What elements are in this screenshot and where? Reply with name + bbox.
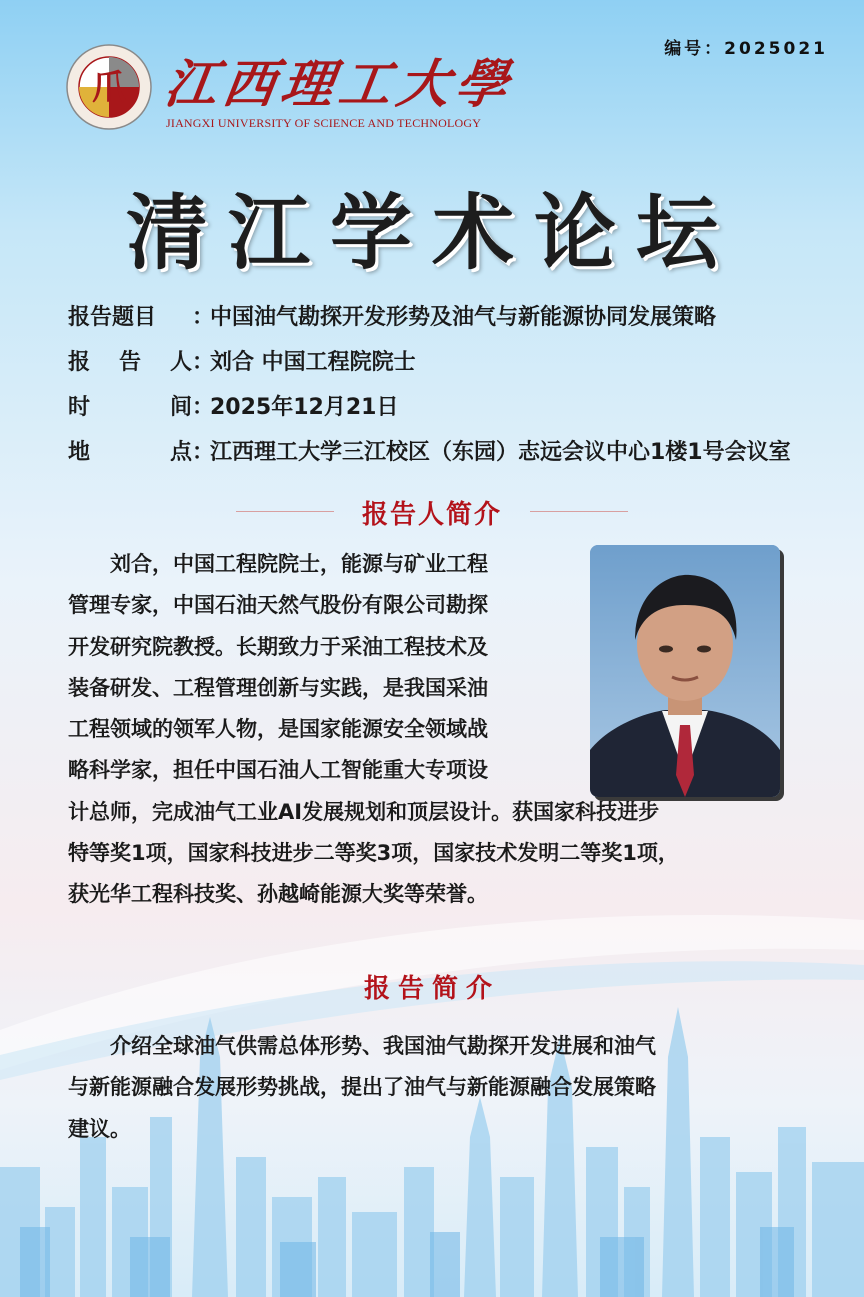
colon: ： (192, 350, 215, 375)
lecture-info (68, 300, 848, 480)
topic-label: 报告题目 (68, 305, 157, 330)
label-char: 时 (68, 395, 91, 420)
svg-text:爪: 爪 (92, 68, 126, 108)
report-intro-text (68, 1026, 656, 1150)
bio-line: 计总师，完成油气工业AI发展规划和顶层设计。获国家科技进步 (68, 799, 660, 824)
label-char: 间 (169, 395, 192, 420)
bio-line: 略科学家，担任中国石油人工智能重大专项设 (68, 758, 488, 783)
speaker-intro-heading: 报告人简介 (361, 500, 502, 530)
intro-line: 介绍全球油气供需总体形势、我国油气勘探开发进展和油气 (68, 1034, 656, 1058)
label-char: 地 (68, 440, 91, 465)
place-value: 江西理工大学三江校区（东园）志远会议中心1楼1号会议室 (210, 440, 791, 465)
label-char: 报 (68, 350, 91, 375)
bio-line: 获光华工程科技奖、孙越崎能源大奖等荣誉。 (68, 882, 488, 907)
label-char: 人 (169, 350, 192, 375)
time-row (68, 390, 848, 435)
bio-line: 刘合，中国工程院院士，能源与矿业工程 (68, 552, 488, 576)
time-label (68, 390, 192, 421)
colon: ： (192, 440, 215, 465)
bio-line: 装备研发、工程管理创新与实践，是我国采油 (68, 675, 488, 700)
intro-line: 与新能源融合发展形势挑战，提出了油气与新能源融合发展策略 (68, 1075, 656, 1100)
speaker-label (68, 345, 192, 376)
speaker-row (68, 345, 848, 390)
report-intro-heading: 报告简介 (363, 974, 500, 1004)
place-label (68, 435, 192, 466)
bio-line: 工程领域的领军人物，是国家能源安全领域战 (68, 717, 488, 742)
university-seal-logo (66, 44, 152, 130)
university-name-english: JIANGXI UNIVERSITY OF SCIENCE AND TECHNOLOGY (166, 116, 482, 130)
place-row (68, 435, 848, 480)
label-char: 告 (118, 350, 141, 375)
topic-row (68, 300, 848, 345)
bio-line: 开发研究院教授。长期致力于采油工程技术及 (68, 634, 488, 659)
bio-line: 管理专家，中国石油天然气股份有限公司勘探 (68, 593, 488, 618)
university-name-calligraphy: 江西理工大學 (161, 54, 518, 115)
speaker-bio (68, 544, 679, 916)
topic-value: 中国油气勘探开发形势及油气与新能源协同发展策略 (210, 305, 717, 330)
bio-line: 特等奖1项，国家科技进步二等奖3项，国家技术发明二等奖1项， (68, 841, 679, 866)
speaker-value: 刘合 中国工程院院士 (210, 350, 416, 375)
forum-title: 清江学术论坛 (125, 186, 738, 281)
label-char: 点 (169, 440, 192, 465)
colon: ： (192, 395, 215, 420)
colon: ： (192, 305, 215, 330)
intro-line: 建议。 (68, 1116, 131, 1141)
time-value: 2025年12月21日 (210, 395, 399, 420)
document-serial-number: 编号：2025021 (664, 39, 828, 59)
